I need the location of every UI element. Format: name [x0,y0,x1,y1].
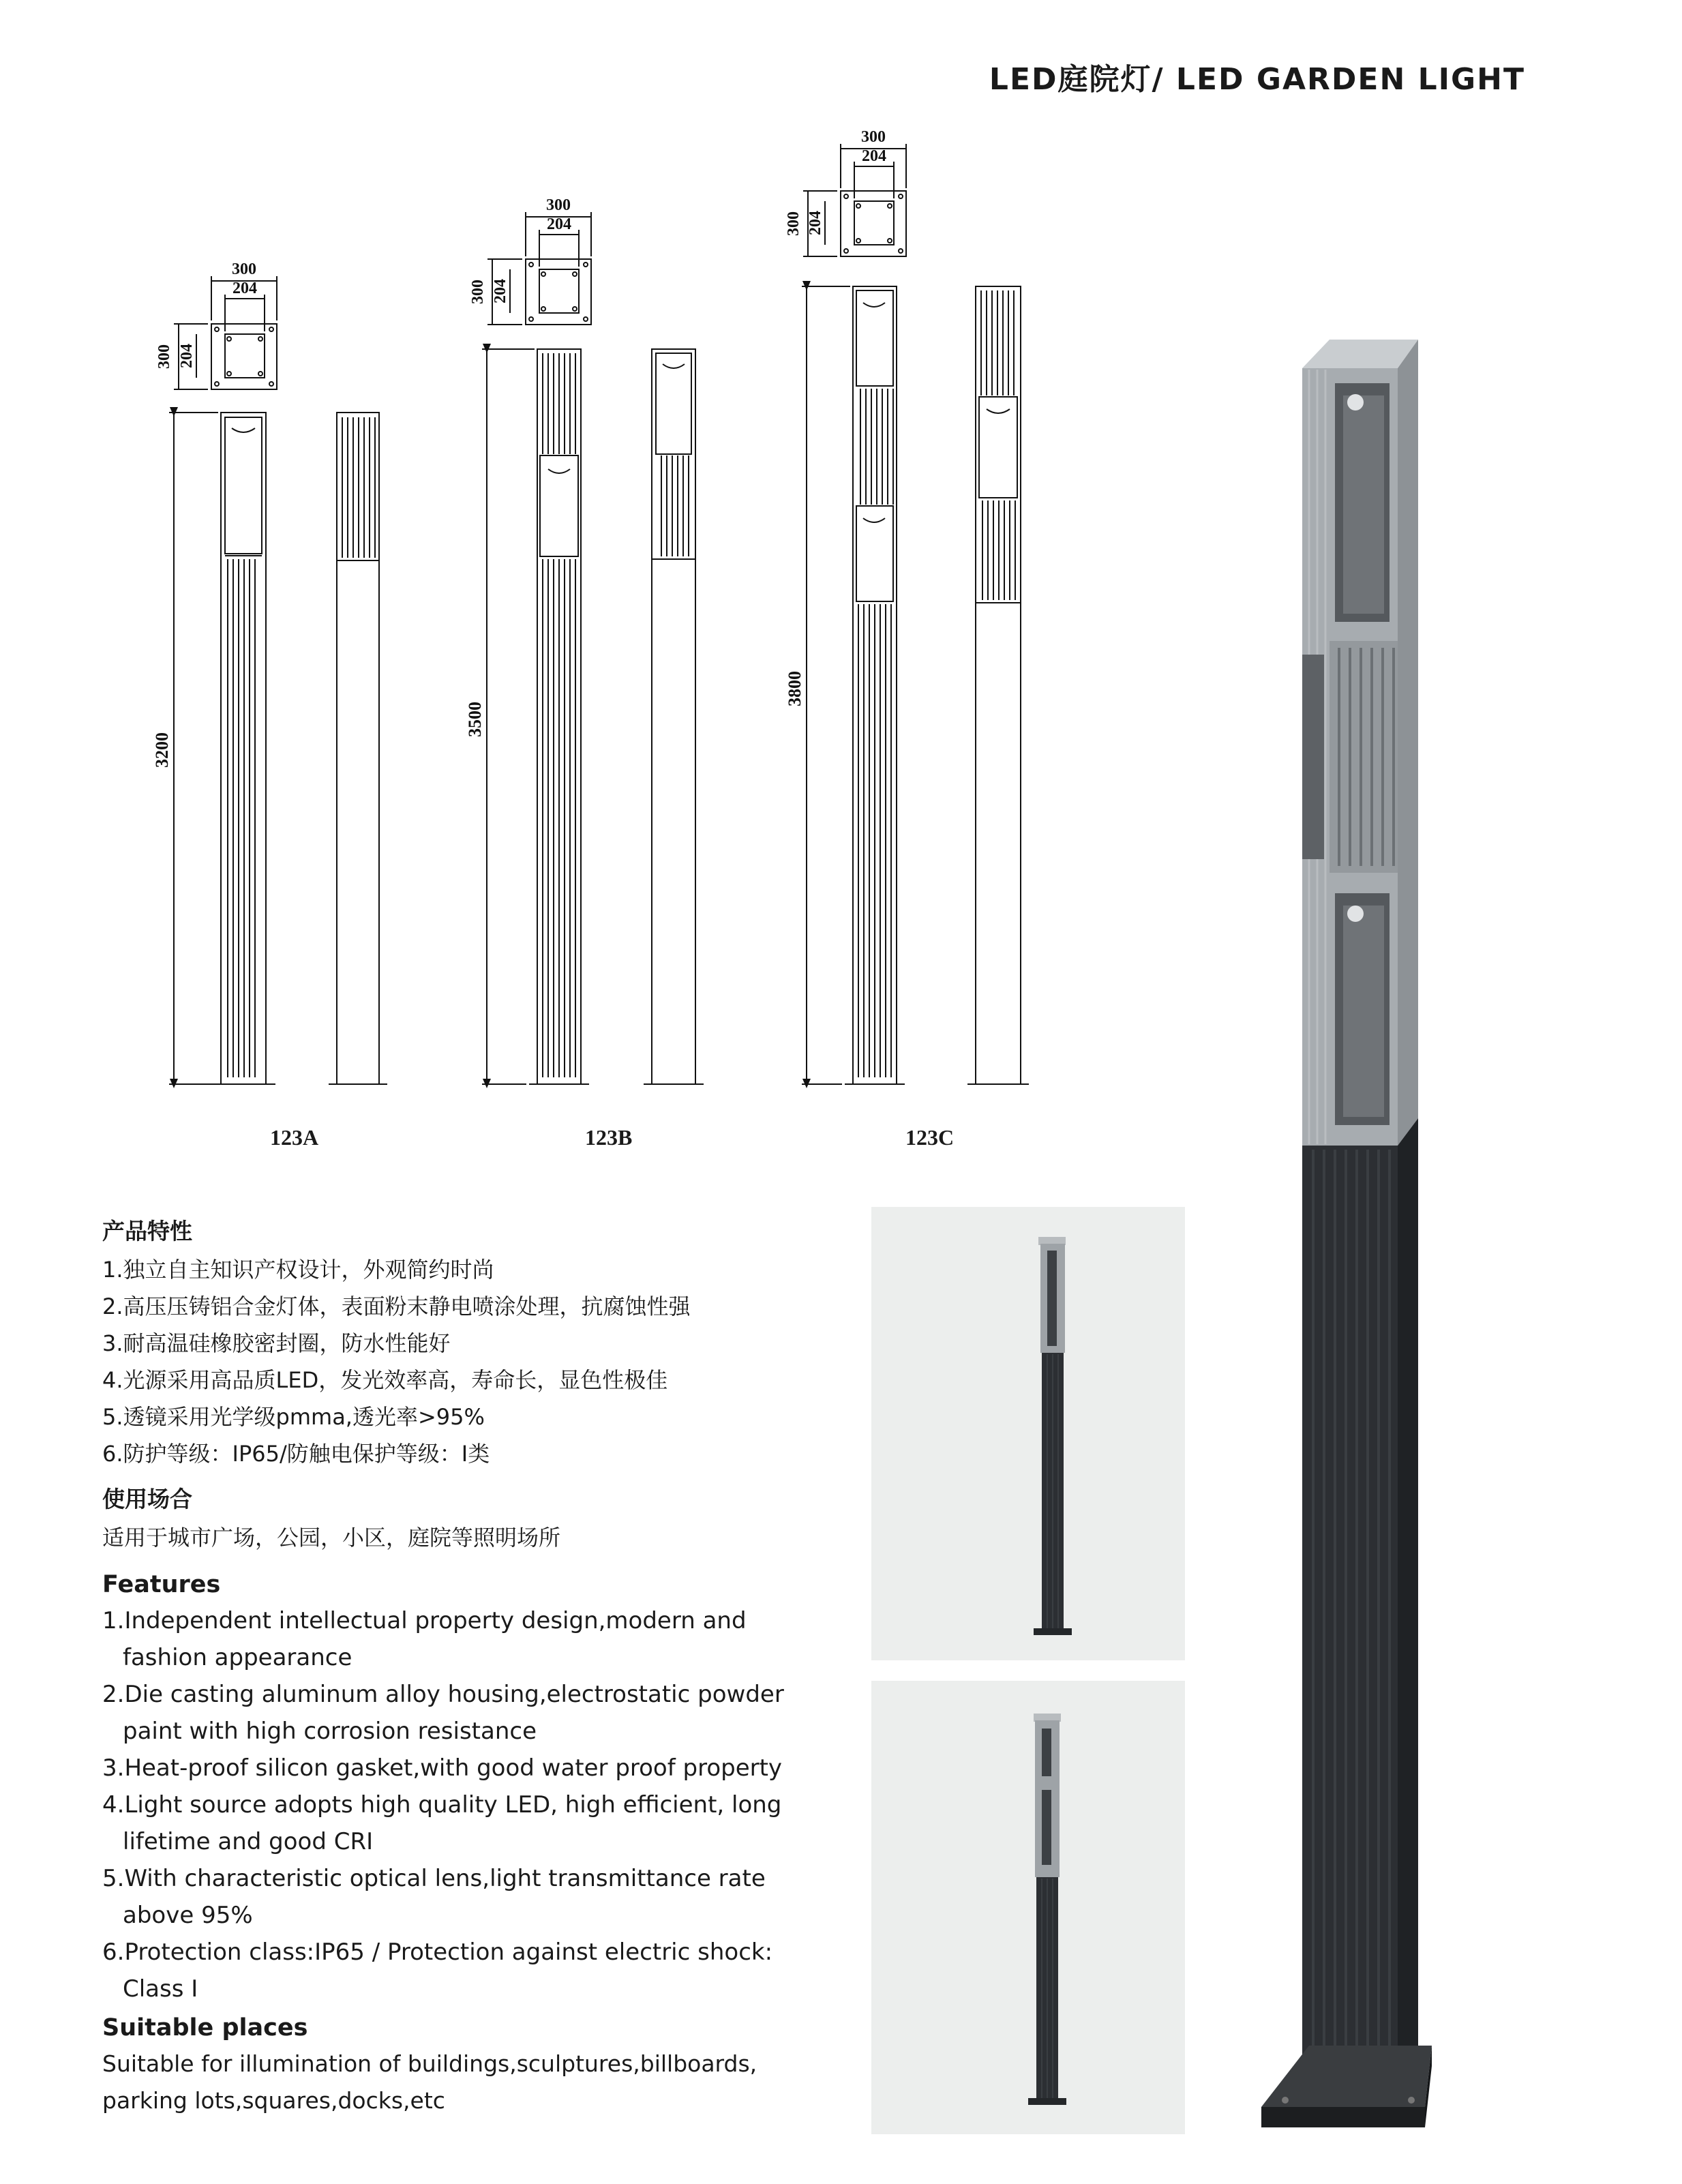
technical-drawings [0,123,1064,1186]
height-dimension-123c [802,286,850,1084]
model-label-123b: 123B [585,1125,633,1150]
en-feature-item [102,1934,784,2007]
pole-drawing-123b-side [644,349,704,1084]
base-plate-123a [174,276,277,389]
cn-feature-item: 2.高压压铸铝合金灯体，表面粉末静电喷涂处理，抗腐蚀性强 [102,1293,691,1319]
en-suitable-title: Suitable places [102,2014,308,2041]
model-label-123a: 123A [270,1125,319,1150]
garden-light-render [871,1207,1185,1660]
en-feature-continuation: above 95% [123,1902,253,1929]
height-dimension-123b [482,349,535,1084]
en-feature-item [102,1602,784,1676]
pole-drawing-123a-side [329,413,387,1084]
dim-inner-123b: 204 [547,215,571,233]
cn-feature-item: 3.耐高温硅橡胶密封圈，防水性能好 [102,1330,451,1356]
en-feature-line: 6.Protection class:IP65 / Protection against electric shock: [102,1939,773,1966]
en-feature-continuation: Class I [123,1975,198,2003]
en-feature-continuation: fashion appearance [123,1644,352,1671]
pole-drawing-123b-front [529,349,589,1084]
cn-features-title: 产品特性 [102,1218,192,1244]
dim-outer-123b: 300 [546,196,571,214]
cn-feature-item: 5.透镜采用光学级pmma,透光率>95% [102,1404,485,1430]
en-feature-continuation: paint with high corrosion resistance [123,1718,537,1745]
dim-inner-side-123c: 204 [807,211,824,235]
model-label-123c: 123C [905,1125,955,1150]
height-label-123c: 3800 [785,671,805,706]
en-feature-item [102,1786,784,1860]
dim-outer-123c: 300 [861,128,886,146]
cn-feature-item: 4.光源采用高品质LED，发光效率高，寿命长，显色性极佳 [102,1367,668,1393]
en-feature-line: 4.Light source adopts high quality LED, high efficient, long [102,1791,782,1819]
cn-usage-title: 使用场合 [102,1486,192,1512]
dim-inner-123c: 204 [862,147,886,165]
dim-inner-side-123b: 204 [492,279,509,303]
base-plate-123b [487,212,591,325]
en-feature-item [102,1750,784,1786]
pole-drawing-123c-side [967,286,1029,1084]
en-feature-item [102,1676,784,1750]
cn-feature-item: 6.防护等级：IP65/防触电保护等级：I类 [102,1441,490,1467]
en-feature-item [102,1860,784,1934]
garden-light-render [871,1681,1185,2134]
en-suitable-line: Suitable for illumination of buildings,sculptures,billboards, [102,2050,757,2077]
dim-inner-123a: 204 [232,280,257,297]
page-title: LED庭院灯/ LED GARDEN LIGHT [989,62,1525,97]
en-suitable-line: parking lots,squares,docks,etc [102,2087,445,2114]
pole-drawing-123c-front [845,286,905,1084]
en-feature-line: 5.With characteristic optical lens,light transmittance rate [102,1865,766,1892]
pole-drawing-123a-front [213,413,275,1084]
dim-outer-side-123c: 300 [785,211,802,236]
product-photo-1 [871,1207,1185,1660]
base-plate-123c [803,144,906,256]
dim-outer-side-123a: 300 [155,344,173,369]
en-feature-continuation: lifetime and good CRI [123,1828,374,1855]
height-dimension-123a [169,413,218,1084]
en-feature-line: 1.Independent intellectual property design,modern and [102,1607,747,1634]
dim-outer-123a: 300 [232,260,256,278]
en-feature-line: 3.Heat-proof silicon gasket,with good water proof property [102,1754,783,1782]
height-label-123a: 3200 [152,732,172,768]
product-specifications [102,1214,784,2119]
dim-inner-side-123a: 204 [178,344,196,368]
large-product-render [1255,334,1459,2168]
en-feature-line: 2.Die casting aluminum alloy housing,electrostatic powder [102,1681,784,1708]
dim-outer-side-123b: 300 [469,280,487,304]
cn-usage-text: 适用于城市广场，公园，小区，庭院等照明场所 [102,1525,561,1551]
product-photo-2 [871,1681,1185,2134]
height-label-123b: 3500 [465,702,485,737]
cn-feature-item: 1.独立自主知识产权设计，外观简约时尚 [102,1257,494,1283]
en-features-title: Features [102,1571,221,1598]
